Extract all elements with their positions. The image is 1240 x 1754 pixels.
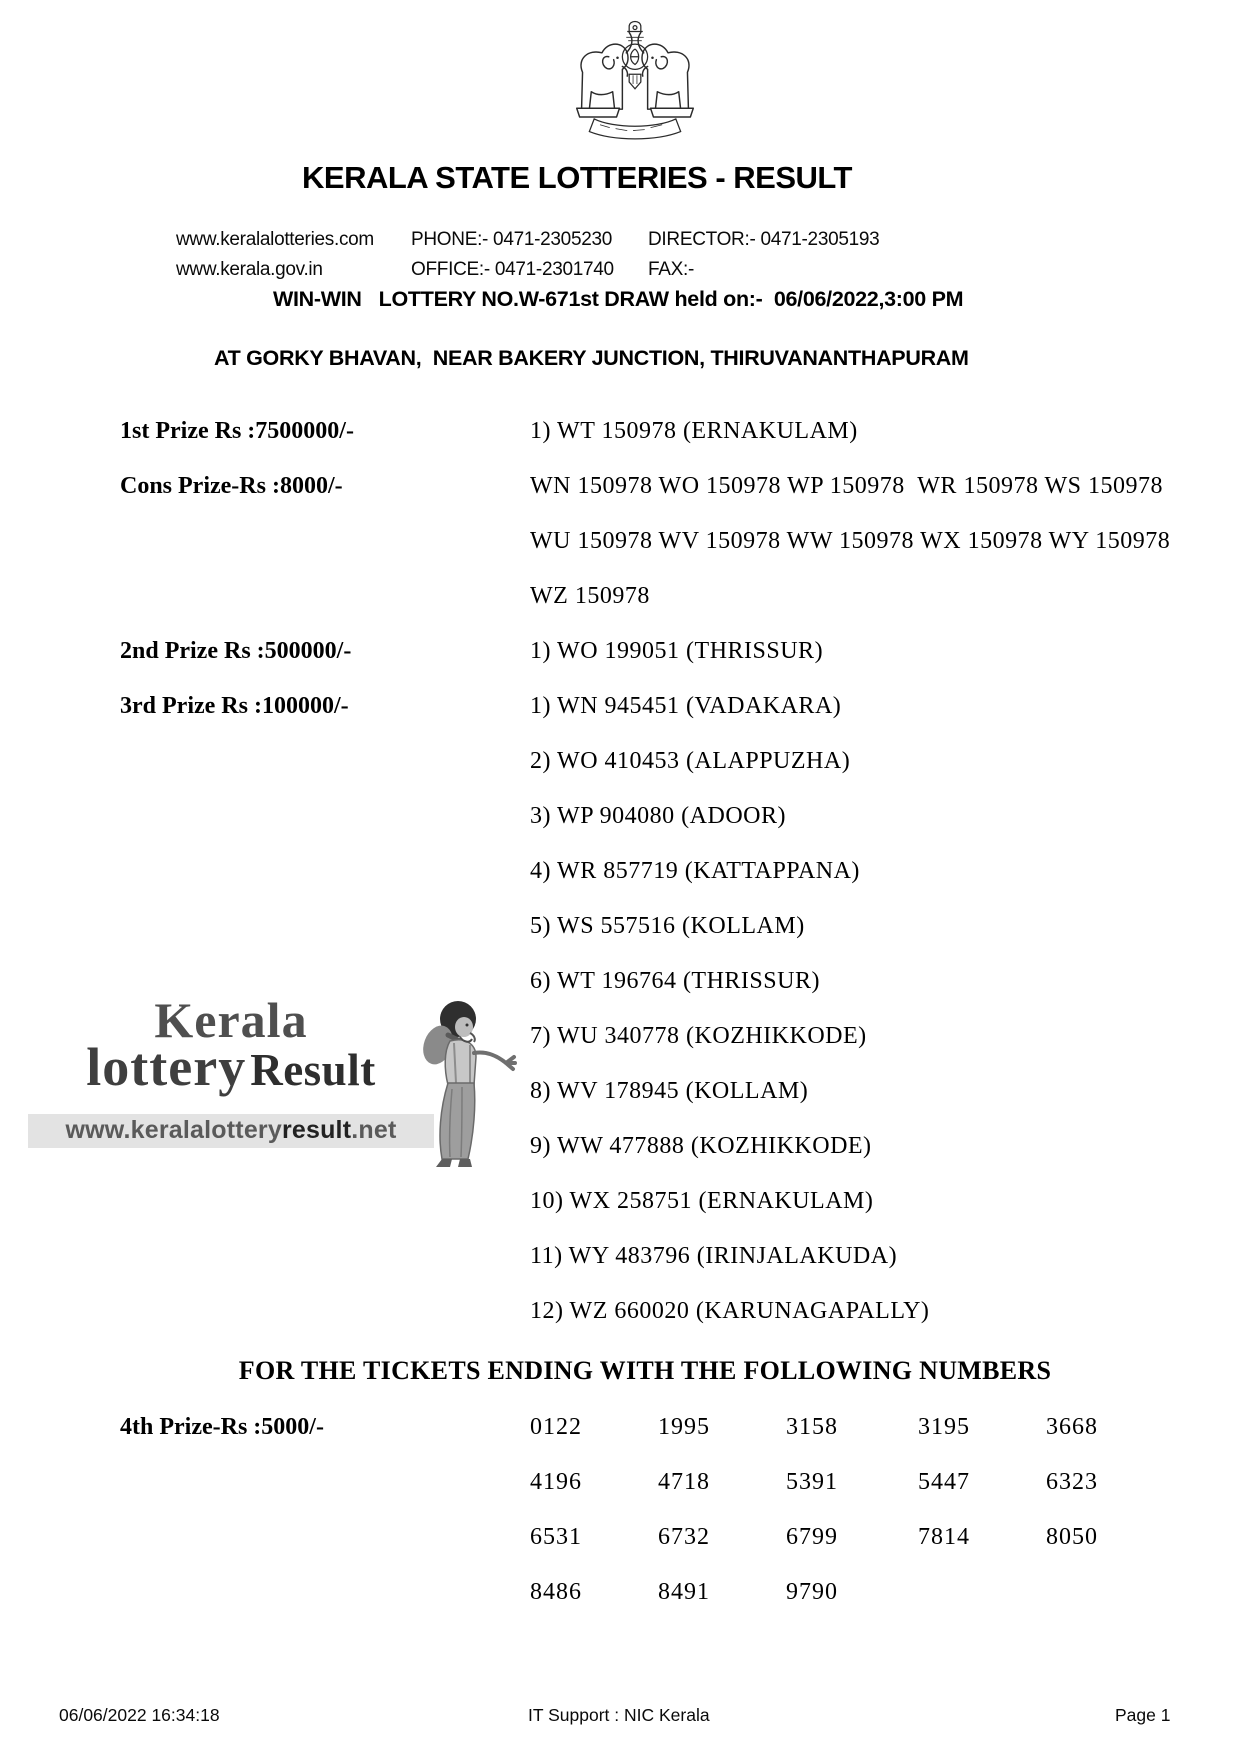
watermark-word-lottery: lottery — [86, 1037, 247, 1097]
watermark-url-bar — [28, 1114, 434, 1148]
fourth-prize-number-row — [0, 1579, 1240, 1609]
prize-winning-number: 7) WU 340778 (KOZHIKKODE) — [530, 1023, 867, 1049]
draw-info-line: WIN-WIN LOTTERY NO.W-671st DRAW held on:- 06/06/2022,3:00 PM — [273, 287, 964, 311]
website-url-primary: www.keralalotteries.com — [176, 229, 374, 250]
prize-row — [0, 473, 1240, 528]
kerala-government-emblem — [567, 12, 703, 152]
phone-number: PHONE:- 0471-2305230 — [411, 229, 613, 250]
ending-number: 8050 — [1046, 1524, 1098, 1550]
office-phone-number: OFFICE:- 0471-2301740 — [411, 259, 614, 280]
kerala-lottery-result-watermark — [28, 992, 434, 1148]
page-title: KERALA STATE LOTTERIES - RESULT — [302, 160, 852, 195]
prize-row — [0, 913, 1240, 968]
prize-label: Cons Prize-Rs :8000/- — [120, 473, 343, 499]
fourth-prize-number-row — [0, 1414, 1240, 1444]
ending-number: 7814 — [918, 1524, 970, 1550]
ending-number: 5391 — [786, 1469, 838, 1495]
prize-winning-number: 12) WZ 660020 (KARUNAGAPALLY) — [530, 1298, 930, 1324]
ending-number: 9790 — [786, 1579, 838, 1605]
prize-row — [0, 418, 1240, 473]
watermark-word-result: Result — [250, 1045, 376, 1095]
prize-winning-number: 1) WT 150978 (ERNAKULAM) — [530, 418, 858, 444]
prize-winning-number: 8) WV 178945 (KOLLAM) — [530, 1078, 809, 1104]
ending-number: 3158 — [786, 1414, 838, 1440]
prize-row — [0, 528, 1240, 583]
watermark-brand-lottery-result — [28, 1037, 434, 1104]
prize-row — [0, 1298, 1240, 1353]
director-phone-number: DIRECTOR:- 0471-2305193 — [648, 229, 880, 250]
page-number: Page 1 — [1115, 1705, 1171, 1725]
ending-number: 4718 — [658, 1469, 710, 1495]
prize-row — [0, 1188, 1240, 1243]
prize-winning-number: 3) WP 904080 (ADOOR) — [530, 803, 786, 829]
prize-winning-number: WN 150978 WO 150978 WP 150978 WR 150978 WS 150978 — [530, 473, 1164, 499]
ending-numbers-heading: FOR THE TICKETS ENDING WITH THE FOLLOWING NUMBERS — [238, 1356, 1052, 1385]
ending-number: 6732 — [658, 1524, 710, 1550]
watermark-mascot-icon — [420, 993, 520, 1173]
prize-winning-number: 5) WS 557516 (KOLLAM) — [530, 913, 805, 939]
ending-number: 1995 — [658, 1414, 710, 1440]
fourth-prize-number-row — [0, 1524, 1240, 1554]
print-timestamp: 06/06/2022 16:34:18 — [59, 1705, 220, 1725]
prize-winning-number: 9) WW 477888 (KOZHIKKODE) — [530, 1133, 872, 1159]
prize-row — [0, 803, 1240, 858]
ending-number: 8491 — [658, 1579, 710, 1605]
ending-number: 6531 — [530, 1524, 582, 1550]
ending-number: 4196 — [530, 1469, 582, 1495]
fax-label: FAX:- — [648, 259, 695, 280]
watermark-url-bold: result — [281, 1116, 352, 1144]
prize-row — [0, 638, 1240, 693]
watermark-url-prefix: www.keralalottery — [65, 1116, 282, 1144]
ending-number: 0122 — [530, 1414, 582, 1440]
prize-results-list — [0, 418, 1240, 1353]
prize-row — [0, 1243, 1240, 1298]
prize-winning-number: 11) WY 483796 (IRINJALAKUDA) — [530, 1243, 898, 1269]
watermark-brand-kerala: Kerala — [154, 992, 308, 1048]
ending-number: 6323 — [1046, 1469, 1098, 1495]
prize-winning-number: 1) WN 945451 (VADAKARA) — [530, 693, 842, 719]
watermark-url-suffix: .net — [351, 1116, 397, 1144]
fourth-prize-number-row — [0, 1469, 1240, 1499]
prize-row — [0, 583, 1240, 638]
prize-winning-number: 2) WO 410453 (ALAPPUZHA) — [530, 748, 851, 774]
website-url-secondary: www.kerala.gov.in — [176, 259, 323, 280]
prize-row — [0, 693, 1240, 748]
venue-line: AT GORKY BHAVAN, NEAR BAKERY JUNCTION, THIRUVANANTHAPURAM — [214, 346, 969, 370]
ending-number: 8486 — [530, 1579, 582, 1605]
prize-winning-number: 10) WX 258751 (ERNAKULAM) — [530, 1188, 874, 1214]
it-support-label: IT Support : NIC Kerala — [528, 1705, 710, 1725]
prize-winning-number: WZ 150978 — [530, 583, 650, 609]
prize-row — [0, 858, 1240, 913]
ending-number: 6799 — [786, 1524, 838, 1550]
fourth-prize-label: 4th Prize-Rs :5000/- — [120, 1414, 324, 1440]
prize-label: 3rd Prize Rs :100000/- — [120, 693, 349, 719]
ending-number: 5447 — [918, 1469, 970, 1495]
prize-label: 2nd Prize Rs :500000/- — [120, 638, 352, 664]
prize-winning-number: 4) WR 857719 (KATTAPPANA) — [530, 858, 860, 884]
prize-winning-number: 6) WT 196764 (THRISSUR) — [530, 968, 820, 994]
prize-row — [0, 748, 1240, 803]
prize-label: 1st Prize Rs :7500000/- — [120, 418, 354, 444]
prize-winning-number: 1) WO 199051 (THRISSUR) — [530, 638, 824, 664]
prize-winning-number: WU 150978 WV 150978 WW 150978 WX 150978 WY 150978 — [530, 528, 1171, 554]
ending-number: 3195 — [918, 1414, 970, 1440]
ending-number: 3668 — [1046, 1414, 1098, 1440]
